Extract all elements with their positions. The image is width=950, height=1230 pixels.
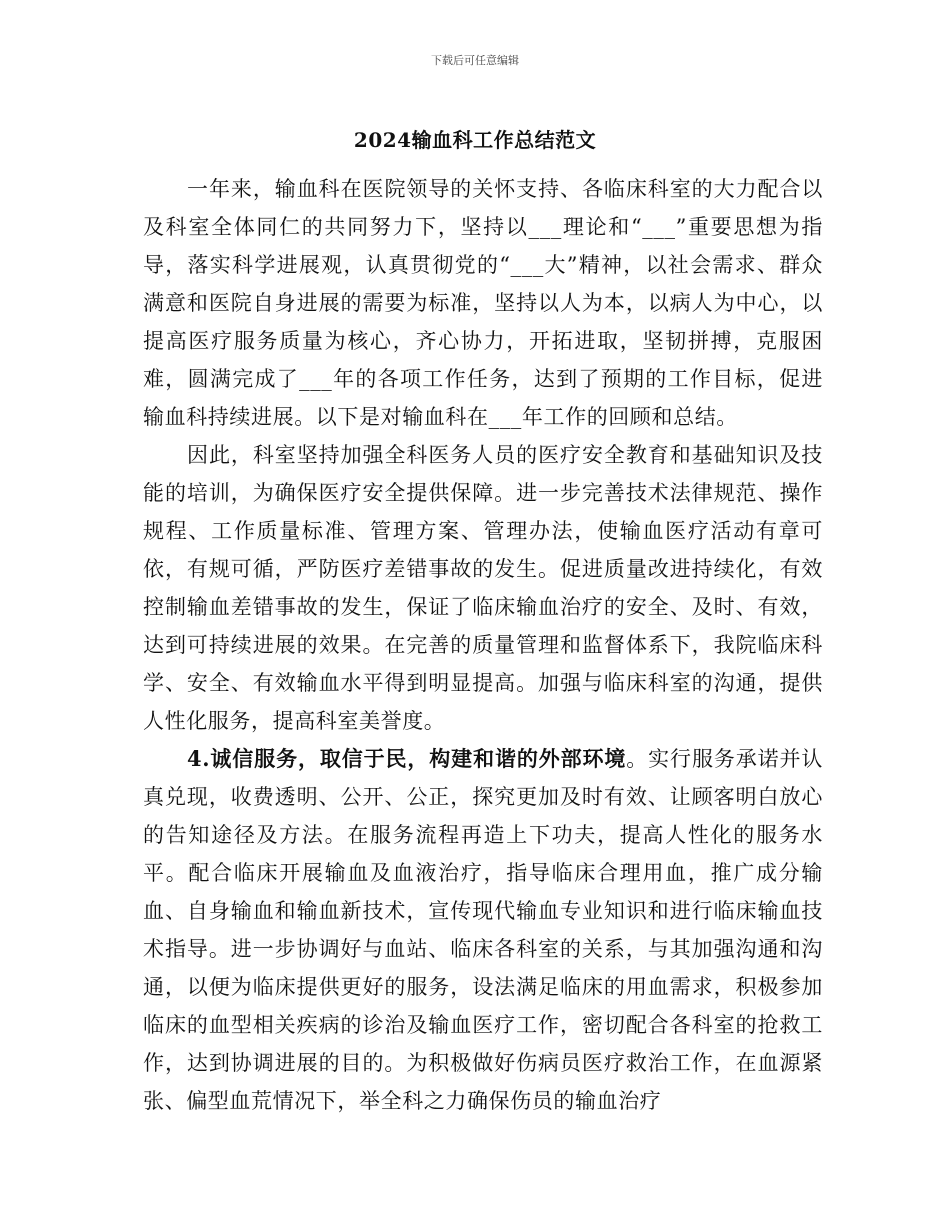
paragraph-intro <box>143 170 823 436</box>
paragraph-safety <box>143 436 823 740</box>
paragraph-lead-heading: 4.诚信服务，取信于民，构建和谐的外部环境 <box>187 746 627 771</box>
document-title: 2024输血科工作总结范文 <box>353 128 597 152</box>
paragraph-text: 因此，科室坚持加强全科医务人员的医疗安全教育和基础知识及技能的培训，为确保医疗安全提供保障。进一步完善技术法律规范、操作规程、工作质量标准、管理方案、管理办法，使输血医疗活动有章可依，有规可循，严防医疗差错事故的发生。促进质量改进持续化，有效控制输血差错事故的发生，保证了临床输血治疗的安全、及时、有效，达到可持续进展的效果。在完善的质量管理和监督体系下，我院临床科学、安全、有效输血水平得到明显提高。加强与临床科室的沟通，提供人性化服务，提高科室美誉度。 <box>143 443 823 733</box>
document-body <box>143 170 823 1120</box>
paragraph-text: 。实行服务承诺并认真兑现，收费透明、公开、公正，探究更加及时有效、让顾客明白放心的告知途径及方法。在服务流程再造上下功夫，提高人性化的服务水平。配合临床开展输血及血液治疗，指导临床合理用血，推广成分输血、自身输血和输血新技术，宣传现代输血专业知识和进行临床输血技术指导。进一步协调好与血站、临床各科室的关系，与其加强沟通和沟通，以便为临床提供更好的服务，设法满足临床的用血需求，积极参加临床的血型相关疾病的诊治及输血医疗工作，密切配合各科室的抢救工作，达到协调进展的目的。为积极做好伤病员医疗救治工作，在血源紧张、偏型血荒情况下，举全科之力确保伤员的输血治疗 <box>143 747 823 1113</box>
paragraph-service <box>143 740 823 1120</box>
page-header-note: 下载后可任意编辑 <box>431 54 519 67</box>
paragraph-text: 一年来，输血科在医院领导的关怀支持、各临床科室的大力配合以及科室全体同仁的共同努力下，坚持以___理论和“___”重要思想为指导，落实科学进展观，认真贯彻党的“___大”精神，以社会需求、群众满意和医院自身进展的需要为标准，坚持以人为本，以病人为中心，以提高医疗服务质量为核心，齐心协力，开拓进取，坚韧拼搏，克服困难，圆满完成了___年的各项工作任务，达到了预期的工作目标，促进输血科持续进展。以下是对输血科在___年工作的回顾和总结。 <box>143 177 823 429</box>
